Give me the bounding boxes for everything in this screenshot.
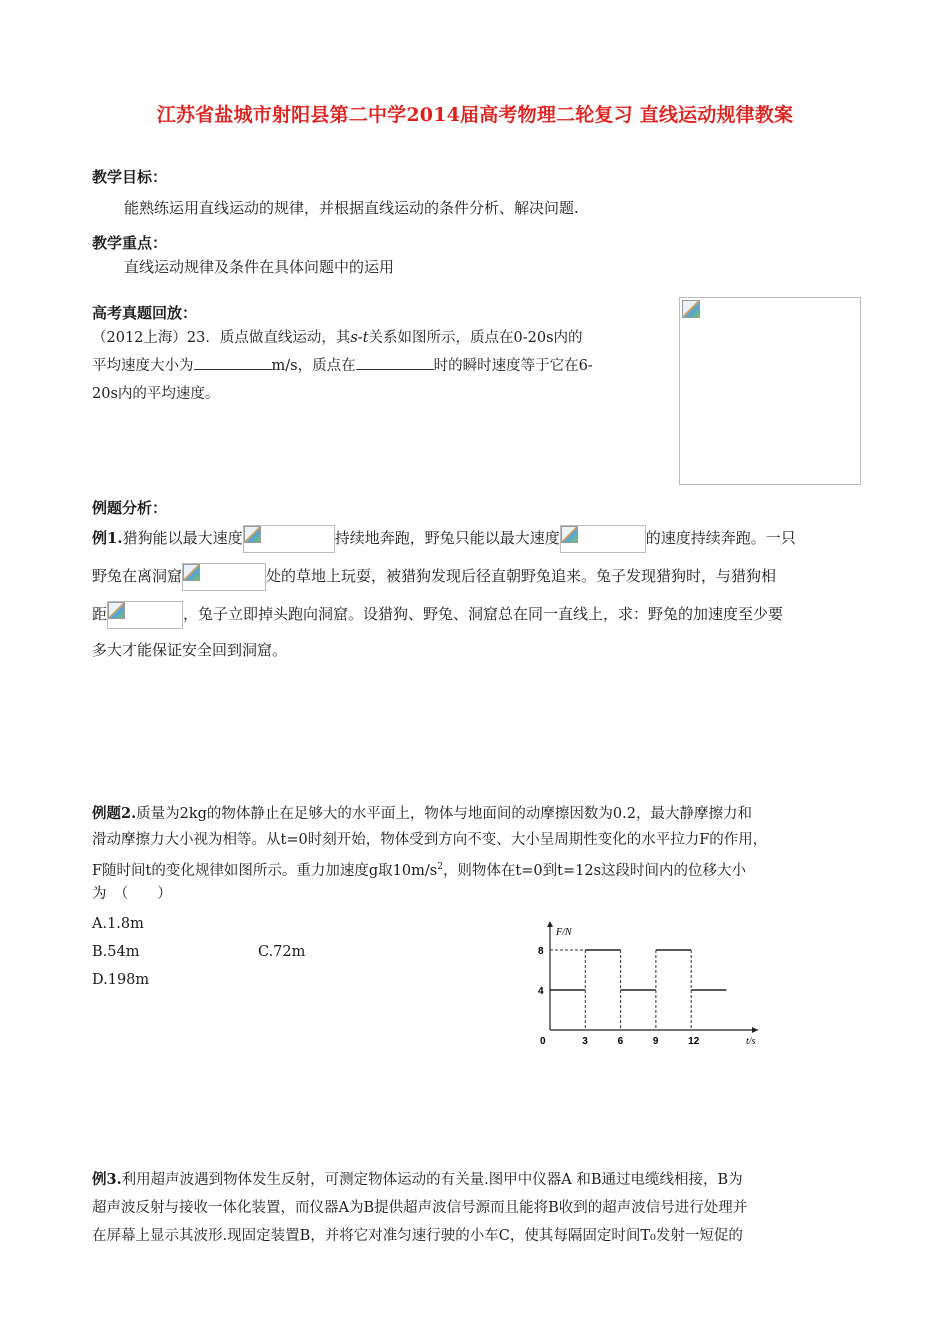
broken-image-icon xyxy=(244,526,261,543)
ex1-line-2 xyxy=(92,562,776,591)
ex1-text-1c: 的速度持续奔跑。一只 xyxy=(645,529,796,547)
ex2-sup: 2 xyxy=(437,862,443,872)
ex3-line-2: 超声波反射与接收一体化装置，而仪器A为B提供超声波信号源而且能将B收到的超声波信号进行处理并 xyxy=(92,1200,748,1216)
ex1-text-1b: 持续地奔跑，野兔只能以最大速度 xyxy=(334,529,560,547)
choice-d: D.198m xyxy=(92,972,150,988)
review-line-3: 20s内的平均速度。 xyxy=(92,386,220,402)
ex3-line-1 xyxy=(92,1166,743,1194)
x-tick-label: 6 xyxy=(617,1036,624,1047)
goal-text: 能熟练运用直线运动的规律，并根据直线运动的条件分析、解决问题. xyxy=(124,199,579,217)
choice-c: C.72m xyxy=(258,944,306,960)
formula-image-s2 xyxy=(107,601,183,629)
ex2-label: 例题2. xyxy=(92,805,137,822)
force-time-chart-svg xyxy=(520,915,760,1055)
review-line-2 xyxy=(92,352,593,380)
y-axis-arrow xyxy=(547,921,553,927)
ex1-line-4: 多大才能保证安全回到洞窟。 xyxy=(92,641,288,659)
broken-image-icon xyxy=(183,564,200,581)
y-tick-label: 8 xyxy=(538,946,544,957)
ex1-text-3a: 距 xyxy=(92,605,108,623)
page-title: 江苏省盐城市射阳县第二中学2014届高考物理二轮复习 直线运动规律教案 xyxy=(156,104,794,126)
goal-heading: 教学目标： xyxy=(92,168,168,186)
ex2-line-1 xyxy=(92,800,752,828)
st-graph-image-placeholder xyxy=(679,297,861,485)
choice-a: A.1.8m xyxy=(92,916,144,932)
x-axis-arrow xyxy=(752,1027,758,1033)
ex1-text-2a: 野兔在离洞窟 xyxy=(92,567,183,585)
ex2-line-4: 为 （ ） xyxy=(92,886,172,902)
review-line-1 xyxy=(92,324,583,352)
ex2-text-3a: F随时间t的变化规律如图所示。重力加速度g取10m/s xyxy=(92,862,438,879)
review-line-1a: （2012上海）23．质点做直线运动，其 xyxy=(92,330,351,346)
x-tick-label: 12 xyxy=(688,1036,700,1047)
broken-image-icon xyxy=(682,300,700,318)
answer-blank-1[interactable] xyxy=(194,355,272,370)
review-var: s-t xyxy=(350,330,369,346)
ex1-text-1a: 猎狗能以最大速度 xyxy=(122,529,243,547)
y-axis-label: F/N xyxy=(556,927,572,938)
formula-image-v2 xyxy=(560,525,646,553)
force-time-chart xyxy=(520,915,760,1055)
review-line-2a: 平均速度大小为 xyxy=(92,358,194,374)
review-heading: 高考真题回放： xyxy=(92,304,198,322)
choice-b: B.54m xyxy=(92,944,140,960)
review-line-2b: m/s，质点在 xyxy=(271,358,356,374)
ex1-text-2b: 处的草地上玩耍，被猎狗发现后径直朝野兔追来。兔子发现猎狗时，与猎狗相 xyxy=(266,567,777,585)
formula-image-v1 xyxy=(243,525,335,553)
ex2-text-1: 质量为2kg的物体静止在足够大的水平面上，物体与地面间的动摩擦因数为0.2，最大静摩擦力和 xyxy=(136,806,752,822)
ex1-line-3 xyxy=(92,600,783,629)
y-tick-label: 4 xyxy=(538,986,544,997)
x-tick-label: 9 xyxy=(652,1036,659,1047)
broken-image-icon xyxy=(561,526,578,543)
ex3-label: 例3. xyxy=(92,1171,122,1188)
focus-text: 直线运动规律及条件在具体问题中的运用 xyxy=(124,258,395,276)
focus-heading: 教学重点： xyxy=(92,234,168,252)
ex3-text-1: 利用超声波遇到物体发生反射，可测定物体运动的有关量.图甲中仪器A 和B通过电缆线相接，B为 xyxy=(121,1172,743,1188)
x-axis-label: t/s xyxy=(746,1036,756,1047)
ex2-line-3 xyxy=(92,853,746,885)
formula-image-s1 xyxy=(182,563,266,591)
ex1-label: 例1. xyxy=(92,529,123,547)
review-line-2c: 时的瞬时速度等于它在6- xyxy=(433,358,593,374)
x-tick-label: 3 xyxy=(582,1036,588,1047)
ex1-line-1 xyxy=(92,524,796,553)
ex1-text-3b: ，兔子立即掉头跑向洞窟。设猎狗、野兔、洞窟总在同一直线上，求：野兔的加速度至少要 xyxy=(183,605,784,623)
ex3-line-3: 在屏幕上显示其波形.现固定装置B，并将它对准匀速行驶的小车C，使其每隔固定时间T₀发射一短促的 xyxy=(92,1228,743,1244)
examples-heading: 例题分析： xyxy=(92,499,168,517)
ex2-line-2: 滑动摩擦力大小视为相等。从t=0时刻开始，物体受到方向不变、大小呈周期性变化的水平拉力F的作用， xyxy=(92,832,768,848)
answer-blank-2[interactable] xyxy=(356,355,434,370)
broken-image-icon xyxy=(108,602,125,619)
x-tick-label: 0 xyxy=(540,1036,546,1047)
ex2-text-3b: ，则物体在t=0到t=12s这段时间内的位移大小 xyxy=(442,862,747,879)
review-line-1b: 关系如图所示，质点在0-20s内的 xyxy=(368,330,583,346)
